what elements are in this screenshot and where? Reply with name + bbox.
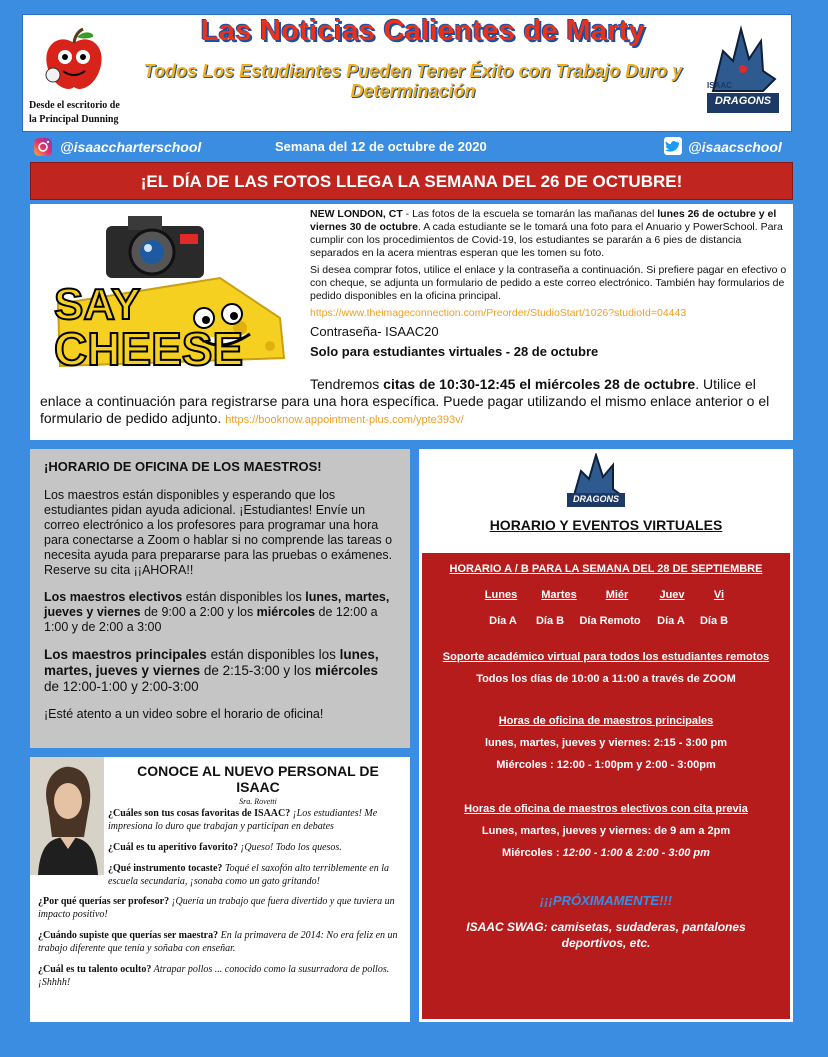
core-text: de 12:00-1:00 y 2:00-3:00 [44, 679, 199, 694]
virtual-events-section [419, 449, 793, 1022]
coming-soon: ¡¡¡PRÓXIMAMENTE!!! [539, 893, 673, 908]
elective-hours-line-2 [422, 847, 790, 859]
qa-item [108, 841, 404, 854]
day-types-row [422, 615, 790, 627]
core-hours-line-1: lunes, martes, jueves y viernes: 2:15 - 3:00 pm [484, 737, 728, 749]
article-location: NEW LONDON, CT [310, 208, 403, 220]
electives-text: están disponibles los [182, 590, 306, 604]
twitter-icon[interactable] [664, 137, 682, 155]
qa-item [38, 963, 400, 989]
photo-preorder-link[interactable]: https://www.theimageconnection.com/Preorder/StudioStart/1026?studioId=04443 [310, 307, 687, 319]
electives-text: de 9:00 a 2:00 y los [140, 605, 257, 619]
elective-wed-label: Miércoles : [502, 847, 563, 859]
ab-schedule-title: HORARIO A / B PARA LA SEMANA DEL 28 DE SEPTIEMBRE [449, 563, 763, 575]
day-type: Día B [699, 615, 729, 627]
staff-section-title: CONOCE AL NUEVO PERSONAL DE ISAAC [137, 763, 379, 795]
appointments-times: citas de 10:30-12:45 el miércoles 28 de octubre [383, 376, 696, 392]
electives-hours [44, 590, 396, 635]
day-name: Martes [541, 589, 577, 601]
staff-photo [30, 757, 104, 875]
elective-wed-times: 12:00 - 1:00 & 2:00 - 3:00 pm [562, 847, 710, 859]
article-text: . A cada estudiante se le tomará una foto para el Anuario y PowerSchool. Para cumplir con los procedimientos de Covid-19, los estudiantes se pararán a 6 pies de distancia separados en la acera mientras esperan que les tomen su foto. [310, 221, 783, 259]
office-hours-title: ¡HORARIO DE OFICINA DE LOS MAESTROS! [44, 459, 322, 474]
support-text: Todos los días de 10:00 a 11:00 a través de ZOOM [476, 673, 736, 685]
day-name: Lunes [484, 589, 518, 601]
isaac-logo-text: ISAAC [707, 81, 732, 90]
qa-item [38, 929, 400, 955]
staff-name: Sra. Rovetti [239, 797, 277, 806]
qa-question: ¿Cuál es tu talento oculto? [38, 964, 152, 975]
byline-line-1: Desde el escritorio de [29, 100, 120, 111]
newsletter-header [22, 14, 792, 132]
day-names-row [422, 589, 790, 601]
dragons-logo-small [563, 453, 629, 515]
byline-line-2: la Principal Dunning [29, 114, 119, 125]
instagram-handle[interactable]: @isaaccharterschool [60, 139, 202, 155]
electives-wednesday: miércoles [256, 605, 316, 619]
newsletter-subtitle: Todos Los Estudiantes Pueden Tener Éxito con Trabajo Duro y Determinación [143, 61, 683, 101]
appointments-text: Tendremos [310, 376, 384, 392]
dragons-logo-text: DRAGONS [714, 95, 772, 107]
core-hours [44, 647, 396, 695]
article-dates: lunes 26 de octubre y el viernes 30 de octubre [310, 208, 777, 233]
electives-text: de 12:00 a 1:00 y de 2:00 a 3:00 [44, 605, 378, 634]
office-hours-section [30, 449, 410, 748]
qa-answer: ¡Los estudiantes! Me impresiona lo duro que trabajan y participan en debates [108, 808, 378, 832]
qa-question: ¿Por qué querías ser profesor? [38, 896, 170, 907]
instagram-icon[interactable] [34, 138, 52, 156]
qa-question: ¿Cuáles son tus cosas favoritas de ISAAC? [108, 808, 291, 819]
article-text: - Las fotos de la escuela se tomarán las mañanas del [402, 208, 658, 220]
virtual-students-title: Solo para estudiantes virtuales - 28 de octubre [310, 344, 599, 359]
say-text: SAY [54, 280, 141, 329]
article-paragraph-2: Si desea comprar fotos, utilice el enlace y la contraseña a continuación. Si prefiere pagar en efectivo o con cheque, se adjunta un formulario de pedido a este correo electrónico. También hay formularios de pedido disponibles en la oficina principal. [310, 264, 787, 302]
core-hours-line-2: Miércoles : 12:00 - 1:00pm y 2:00 - 3:00pm [496, 759, 716, 771]
virtual-appointments-text [40, 376, 788, 429]
staff-qa-top [108, 807, 404, 888]
support-title: Soporte académico virtual para todos los estudiantes remotos [442, 651, 770, 663]
day-name: Vi [713, 589, 725, 601]
core-wednesday: miércoles [314, 663, 378, 678]
article-paragraph-1 [310, 208, 788, 260]
qa-question: ¿Cuál es tu aperitivo favorito? [108, 842, 238, 853]
core-text: de 2:15-3:00 y los [200, 663, 315, 678]
appointments-text: . Utilice el enlace a continuación para registrarse para una hora específica. Puede pagar utilizando el mismo enlace anterior o el formulario de pedido adjunto. [40, 376, 770, 426]
qa-item [38, 895, 400, 921]
electives-label: Los maestros electivos [44, 590, 183, 604]
qa-item [108, 862, 404, 888]
twitter-handle[interactable]: @isaacschool [688, 139, 782, 155]
day-name: Juev [659, 589, 685, 601]
day-name: Miér [605, 589, 629, 601]
principal-byline [29, 99, 169, 127]
day-type: Día Remoto [579, 615, 641, 627]
photo-day-article [310, 208, 788, 364]
events-panel [422, 553, 790, 1019]
electives-days: lunes, martes, jueves y viernes [44, 590, 390, 619]
core-text: están disponibles los [206, 647, 340, 662]
photo-password: Contraseña- ISAAC20 [310, 324, 439, 339]
day-type: Día A [657, 615, 685, 627]
office-video-note: ¡Esté atento a un video sobre el horario de oficina! [44, 707, 324, 721]
elective-hours-title: Horas de oficina de maestros electivos con cita previa [464, 803, 748, 815]
qa-answer: ¡Quería un trabajo que fuera divertido y que tuviera un impacto positivo! [38, 896, 395, 920]
cheese-text: CHEESE [54, 323, 244, 375]
qa-answer: Atrapar pollos ... conocido como la susurradora de pollos. ¡Shhhh! [38, 964, 390, 988]
qa-answer: Toqué el saxofón alto terriblemente en la escuela secundaria, ¡sonaba como un gato gritando! [108, 863, 389, 887]
events-title: HORARIO Y EVENTOS VIRTUALES [489, 517, 723, 533]
apple-mascot-icon [39, 25, 109, 95]
new-staff-section [30, 757, 410, 1022]
core-hours-title: Horas de oficina de maestros principales [498, 715, 714, 727]
photo-day-section [30, 204, 793, 440]
core-label: Los maestros principales [44, 647, 207, 662]
core-days: lunes, martes, jueves y viernes [44, 647, 379, 678]
day-type: Día A [489, 615, 517, 627]
qa-question: ¿Cuándo supiste que querías ser maestra? [38, 930, 219, 941]
photo-day-banner: ¡EL DÍA DE LAS FOTOS LLEGA LA SEMANA DEL 26 DE OCTUBRE! [30, 162, 793, 200]
booking-link[interactable]: https://booknow.appointment-plus.com/ypte393v/ [225, 414, 464, 426]
dragons-logo [703, 21, 783, 121]
qa-answer: En la primavera de 2014: No era feliz en un trabajo diferente que tenía y soñaba con enseñar. [38, 930, 398, 954]
qa-item [108, 807, 404, 833]
say-cheese-graphic [40, 208, 302, 374]
swag-text: ISAAC SWAG: camisetas, sudaderas, pantalones deportivos, etc. [466, 920, 746, 950]
qa-answer: ¡Queso! Todo los quesos. [238, 842, 342, 853]
staff-qa-bottom [38, 895, 400, 997]
dragons-logo-small-text: DRAGONS [572, 494, 619, 504]
office-hours-intro: Los maestros están disponibles y esperando que los estudiantes pidan ayuda adicional. ¡Estudiantes! Envíe un correo electrónico a los profesores para programar una hora para conectarse a Zoom o hablar si no comprende las tareas o necesita ayuda para prepararse para las pruebas o exámenes. Reserve su cita ¡¡AHORA!! [44, 488, 393, 577]
newsletter-title: Las Noticias Calientes de Marty [200, 15, 646, 47]
elective-hours-line-1: Lunes, martes, jueves y viernes: de 9 am a 2pm [481, 825, 731, 837]
day-type: Día B [535, 615, 565, 627]
week-label: Semana del 12 de octubre de 2020 [275, 139, 487, 154]
qa-question: ¿Qué instrumento tocaste? [108, 863, 223, 874]
